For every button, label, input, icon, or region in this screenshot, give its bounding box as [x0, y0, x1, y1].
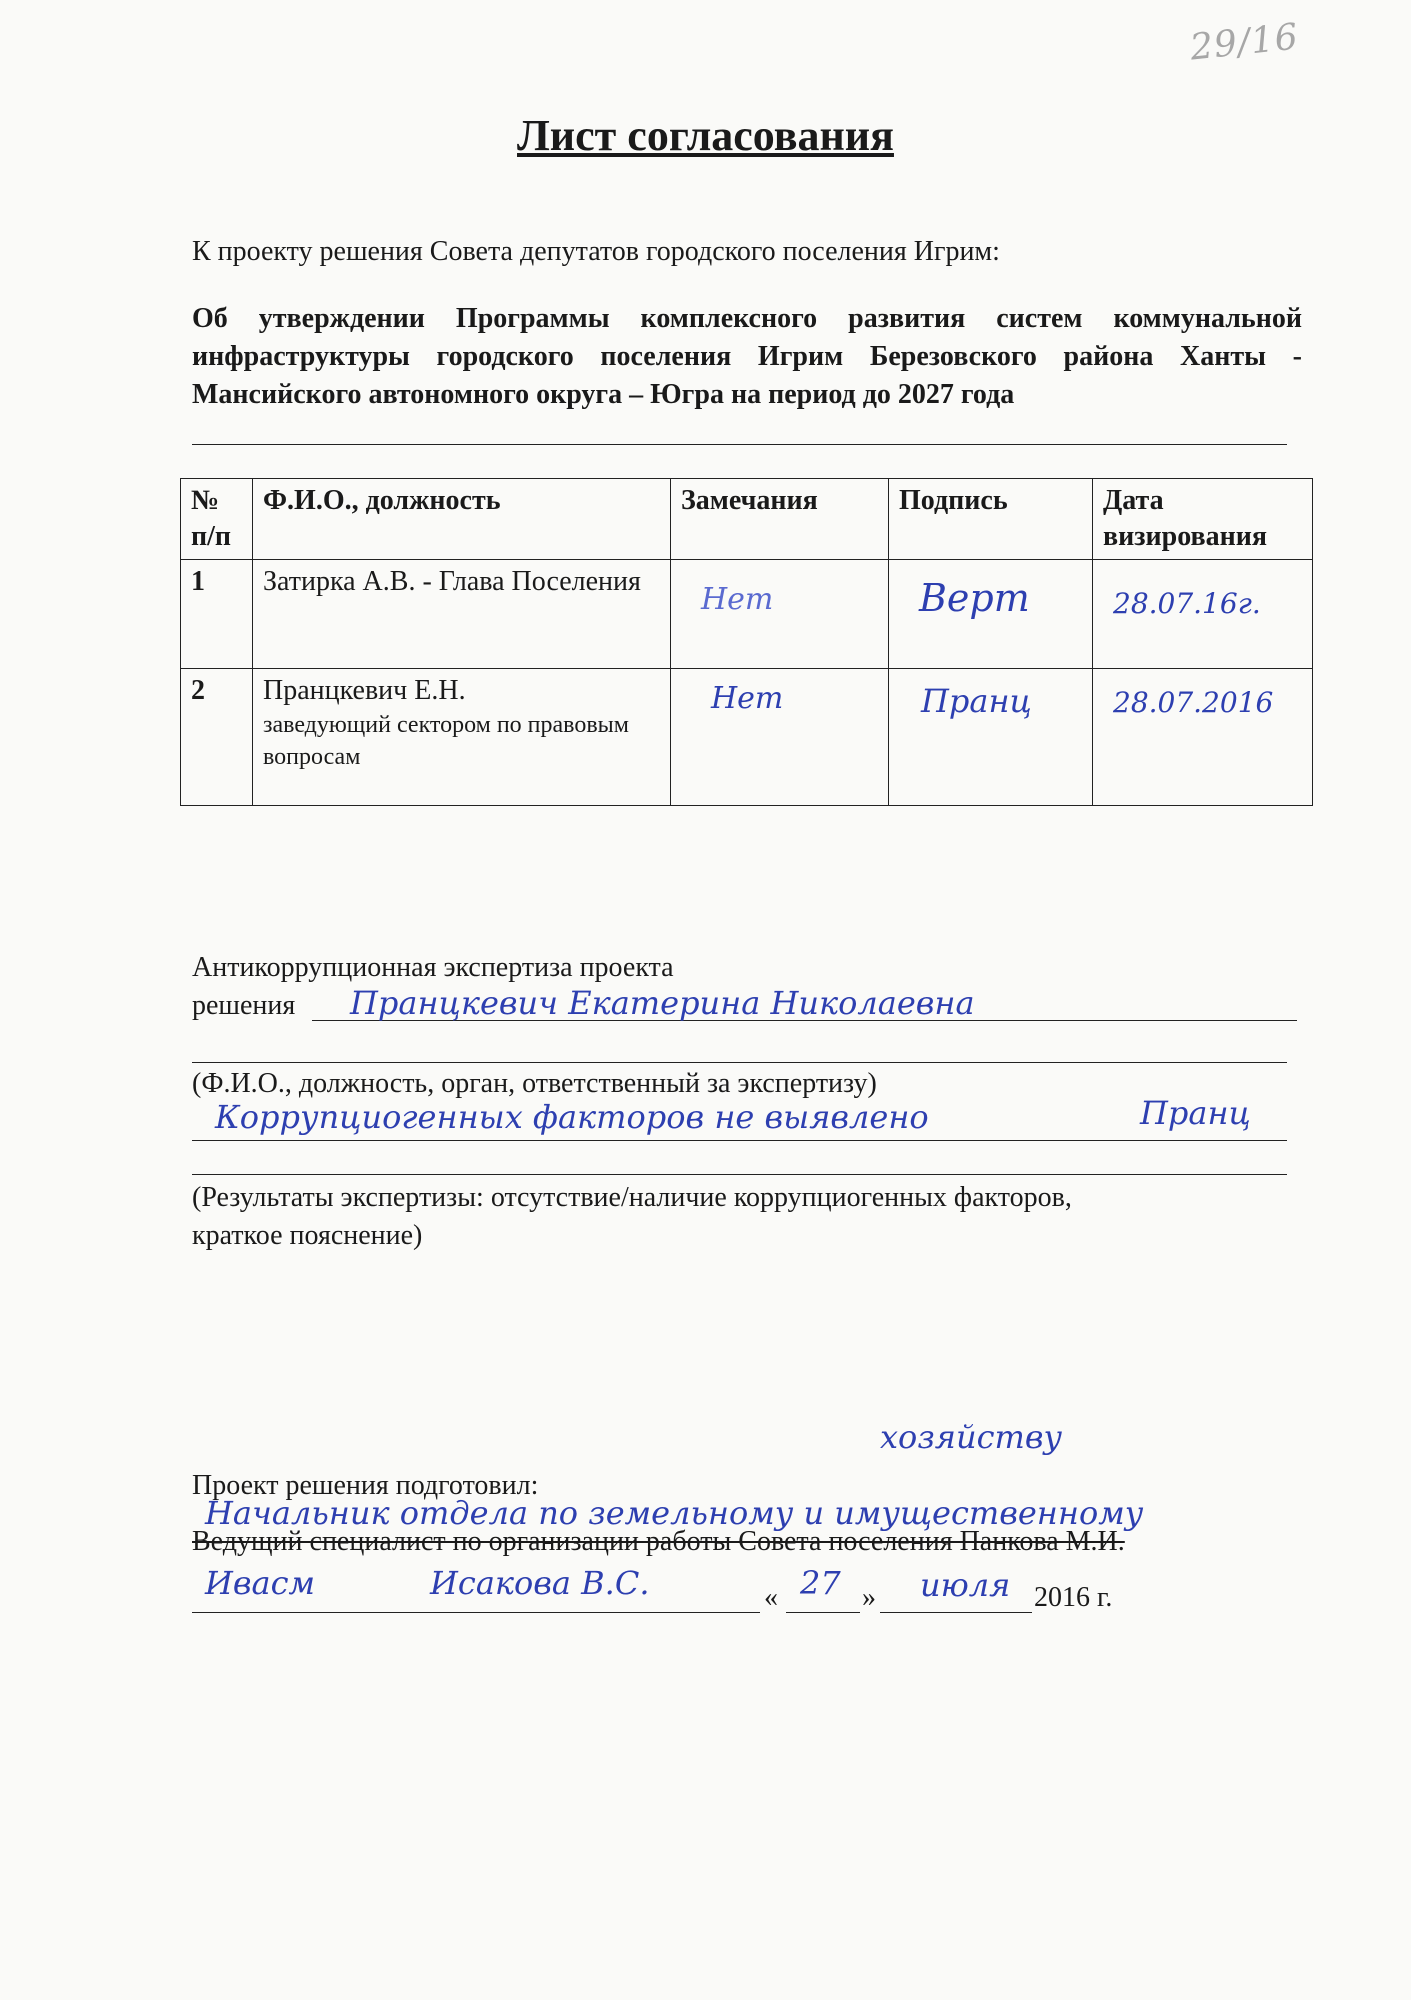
date-year: 2016 г. [1034, 1582, 1113, 1613]
month-line [880, 1612, 1032, 1613]
result-caption: (Результаты экспертизы: отсутствие/наличие коррупциогенных факторов, [192, 1182, 1072, 1213]
day-line [786, 1612, 860, 1613]
date-close-quote: » [862, 1582, 876, 1613]
resolution-title: Об утверждении Программы комплексного развития систем коммунальной инфраструктуры городского поселения Игрим Березовского района Ханты - Мансийского автономного округа – Югра на период до 2027 года [192, 303, 1302, 410]
divider-line [192, 1062, 1287, 1063]
signature-handwritten: Пранц [921, 682, 1032, 720]
header-signature: Подпись [889, 479, 1093, 560]
row-name: Затирка А.В. - Глава Поселения [253, 560, 671, 669]
row-num: 1 [181, 560, 253, 669]
remarks-handwritten: Нет [711, 681, 784, 716]
date-handwritten: 28.07.2016 [1113, 686, 1274, 719]
approval-table [180, 478, 1313, 806]
row-position: заведующий сектором по правовым вопросам [263, 712, 629, 770]
result-signature: Пранц [1140, 1094, 1251, 1132]
result-line [192, 1140, 1287, 1141]
row-signature [889, 560, 1093, 669]
row-date [1093, 669, 1313, 806]
table-row [181, 669, 1313, 806]
row-name-cell [253, 669, 671, 806]
row-date [1093, 560, 1313, 669]
remarks-handwritten: Нет [701, 582, 774, 617]
date-month-handwritten: июля [920, 1566, 1011, 1604]
prepared-label: Проект решения подготовил: [192, 1470, 539, 1501]
handwritten-position: Начальник отдела по земельному и имущественному [205, 1494, 1144, 1532]
page-number: 29/16 [1188, 16, 1301, 69]
anticorruption-label-2: решения [192, 990, 296, 1021]
table-row [181, 560, 1313, 669]
header-remarks: Замечания [671, 479, 889, 560]
result-caption-2: краткое пояснение) [192, 1220, 423, 1251]
table-header-row [181, 479, 1313, 560]
name-line [192, 1612, 760, 1613]
row-name: Пранцкевич Е.Н. [263, 675, 466, 706]
date-day-handwritten: 27 [800, 1564, 841, 1602]
printed-position-struck: Ведущий специалист по организации работы Совета поселения Панкова М.И. [192, 1526, 1125, 1557]
signature-handwritten: Верт [919, 576, 1030, 620]
header-name: Ф.И.О., должность [253, 479, 671, 560]
page-title: Лист согласования [517, 111, 894, 160]
expert-caption: (Ф.И.О., должность, орган, ответственный за экспертизу) [192, 1068, 877, 1099]
result-handwritten: Коррупциогенных факторов не выявлено [215, 1098, 929, 1136]
row-remarks [671, 669, 889, 806]
header-num: № п/п [181, 479, 253, 560]
row-signature [889, 669, 1093, 806]
divider-line [192, 1174, 1287, 1175]
date-handwritten: 28.07.16г. [1113, 587, 1261, 620]
divider-line [192, 444, 1287, 445]
anticorruption-label: Антикоррупционная экспертиза проекта [192, 952, 674, 983]
row-remarks [671, 560, 889, 669]
date-open-quote: « [764, 1582, 778, 1613]
row-num: 2 [181, 669, 253, 806]
subtitle: К проекту решения Совета депутатов городского поселения Игрим: [192, 236, 1000, 267]
header-date: Дата визирования [1093, 479, 1313, 560]
preparer-name-handwritten: Исаковa В.С. [430, 1564, 650, 1602]
expert-handwritten: Пранцкевич Екатерина Николаевна [350, 984, 975, 1022]
preparer-signature: Ивасм [205, 1564, 316, 1602]
handwritten-insert: хозяйству [880, 1418, 1063, 1456]
